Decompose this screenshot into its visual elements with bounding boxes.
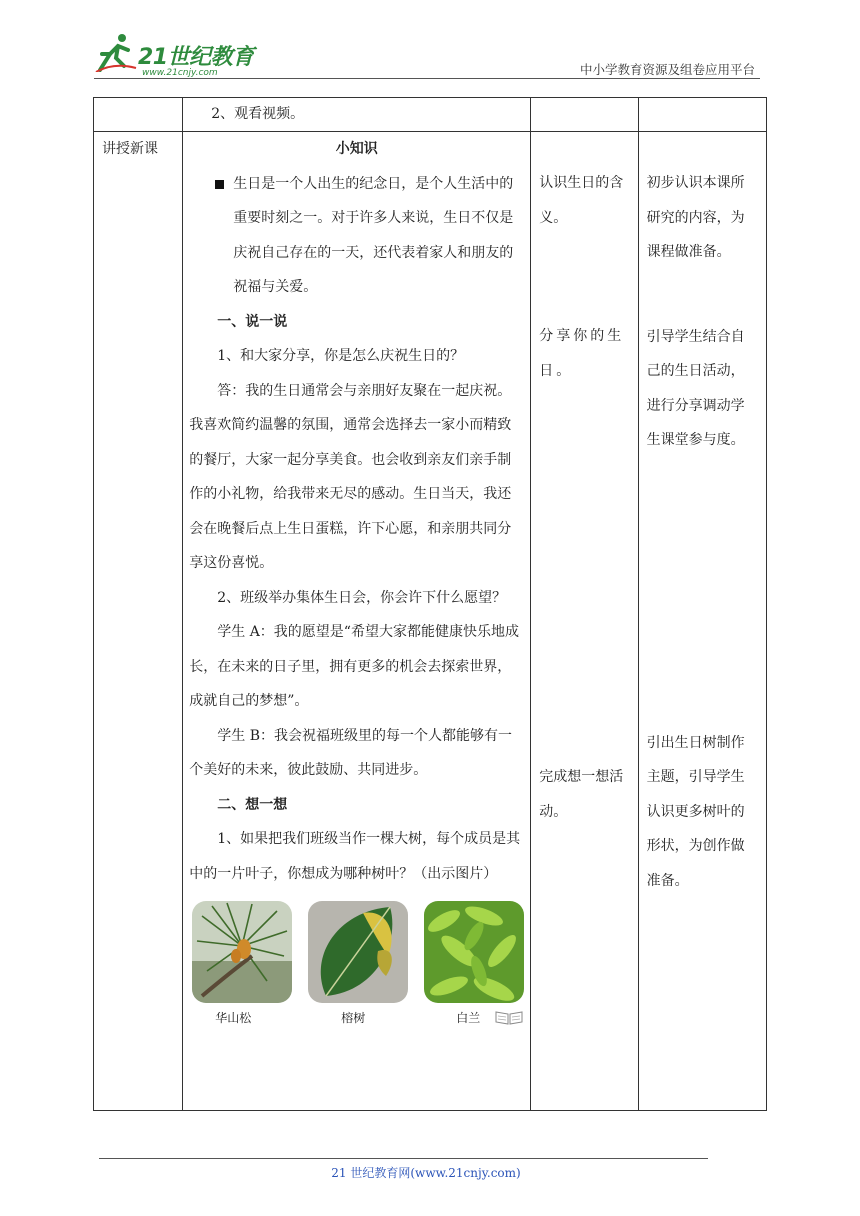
image-caption: 华山松 (215, 1011, 252, 1025)
white-orchid-leaves-photo-icon (424, 901, 524, 1003)
banyan-leaf-photo-icon (308, 901, 408, 1003)
table-cell (183, 98, 531, 132)
lesson-table (93, 97, 767, 1111)
platform-title: 中小学教育资源及组卷应用平台 (579, 62, 755, 77)
watch-video-text: 2、观看视频。 (211, 106, 305, 122)
table-row (94, 132, 767, 1111)
bullet-text: 生日是一个人出生的纪念日，是个人生活中的重要时刻之一。对于许多人来说，生日不仅是庆祝自己存在的一天，还代表着家人和朋友的祝福与关爱。 (233, 175, 514, 295)
answer-1: 答：我的生日通常会与亲朋好友聚在一起庆祝。我喜欢简约温馨的氛围，通常会选择去一家小而精致的餐厅，大家一起分享美食。也会收到亲友们亲手制作的小礼物，给我带来无尽的感动。生日当天，我还会在晚餐后点上生日蛋糕，许下心愿，和亲朋共同分享这份喜悦。 (189, 382, 512, 571)
image-caption: 榕树 (341, 1011, 366, 1025)
section-label: 讲授新课 (102, 141, 158, 157)
activity-3: 完成想一想活动。 (539, 769, 624, 820)
image-caption: 白兰 (456, 1011, 481, 1025)
student-activity-cell (531, 132, 638, 1111)
design-intent-cell (638, 132, 766, 1111)
logo-url: www.21cnjy.com (142, 68, 218, 78)
activity-1: 认识生日的含义。 (539, 175, 624, 226)
logo-text: 21世纪教育 (138, 45, 254, 70)
logo (94, 30, 264, 80)
student-a-answer: 学生 A：我的愿望是“希望大家都能健康快乐地成长，在未来的日子里，拥有更多的机会去探索世界，成就自己的梦想”。 (189, 624, 519, 709)
square-bullet-icon (215, 180, 224, 189)
table-cell (638, 98, 766, 132)
section-label-cell (94, 132, 183, 1111)
activity-2: 分享你的生日。 (539, 328, 625, 379)
runner-logo-icon (94, 32, 138, 72)
footer-link[interactable]: 21 世纪教育网(www.21cnjy.com) (331, 1166, 521, 1180)
intent-3: 引出生日树制作主题，引导学生认识更多树叶的形状，为创作做准备。 (646, 734, 745, 889)
bullet-paragraph (189, 167, 524, 305)
table-cell (94, 98, 183, 132)
book-icon (494, 1009, 524, 1025)
intent-2: 引导学生结合自己的生日活动，进行分享调动学生课堂参与度。 (646, 328, 745, 448)
question-1: 1、和大家分享，你是怎么庆祝生日的？ (217, 348, 465, 364)
leaf-images (189, 901, 524, 1037)
content-cell (183, 132, 531, 1111)
page-footer (0, 1164, 860, 1181)
table-cell (531, 98, 638, 132)
table-row (94, 98, 767, 132)
footer-divider (99, 1158, 708, 1159)
header-divider (94, 78, 760, 79)
student-b-answer: 学生 B：我会祝福班级里的每一个人都能够有一个美好的未来，彼此鼓励、共同进步。 (189, 727, 512, 778)
knowledge-title: 小知识 (335, 141, 378, 157)
page-header (0, 0, 860, 82)
part2-heading: 二、想一想 (217, 796, 288, 813)
part1-heading: 一、说一说 (217, 313, 288, 330)
question-2: 2、班级举办集体生日会，你会许下什么愿望？ (217, 589, 507, 606)
intent-1: 初步认识本课所研究的内容，为课程做准备。 (646, 175, 745, 260)
pine-needles-photo-icon (192, 901, 292, 1003)
question-3: 1、如果把我们班级当作一棵大树，每个成员是其中的一片叶子，你想成为哪种树叶？（出示图片） (189, 831, 521, 882)
